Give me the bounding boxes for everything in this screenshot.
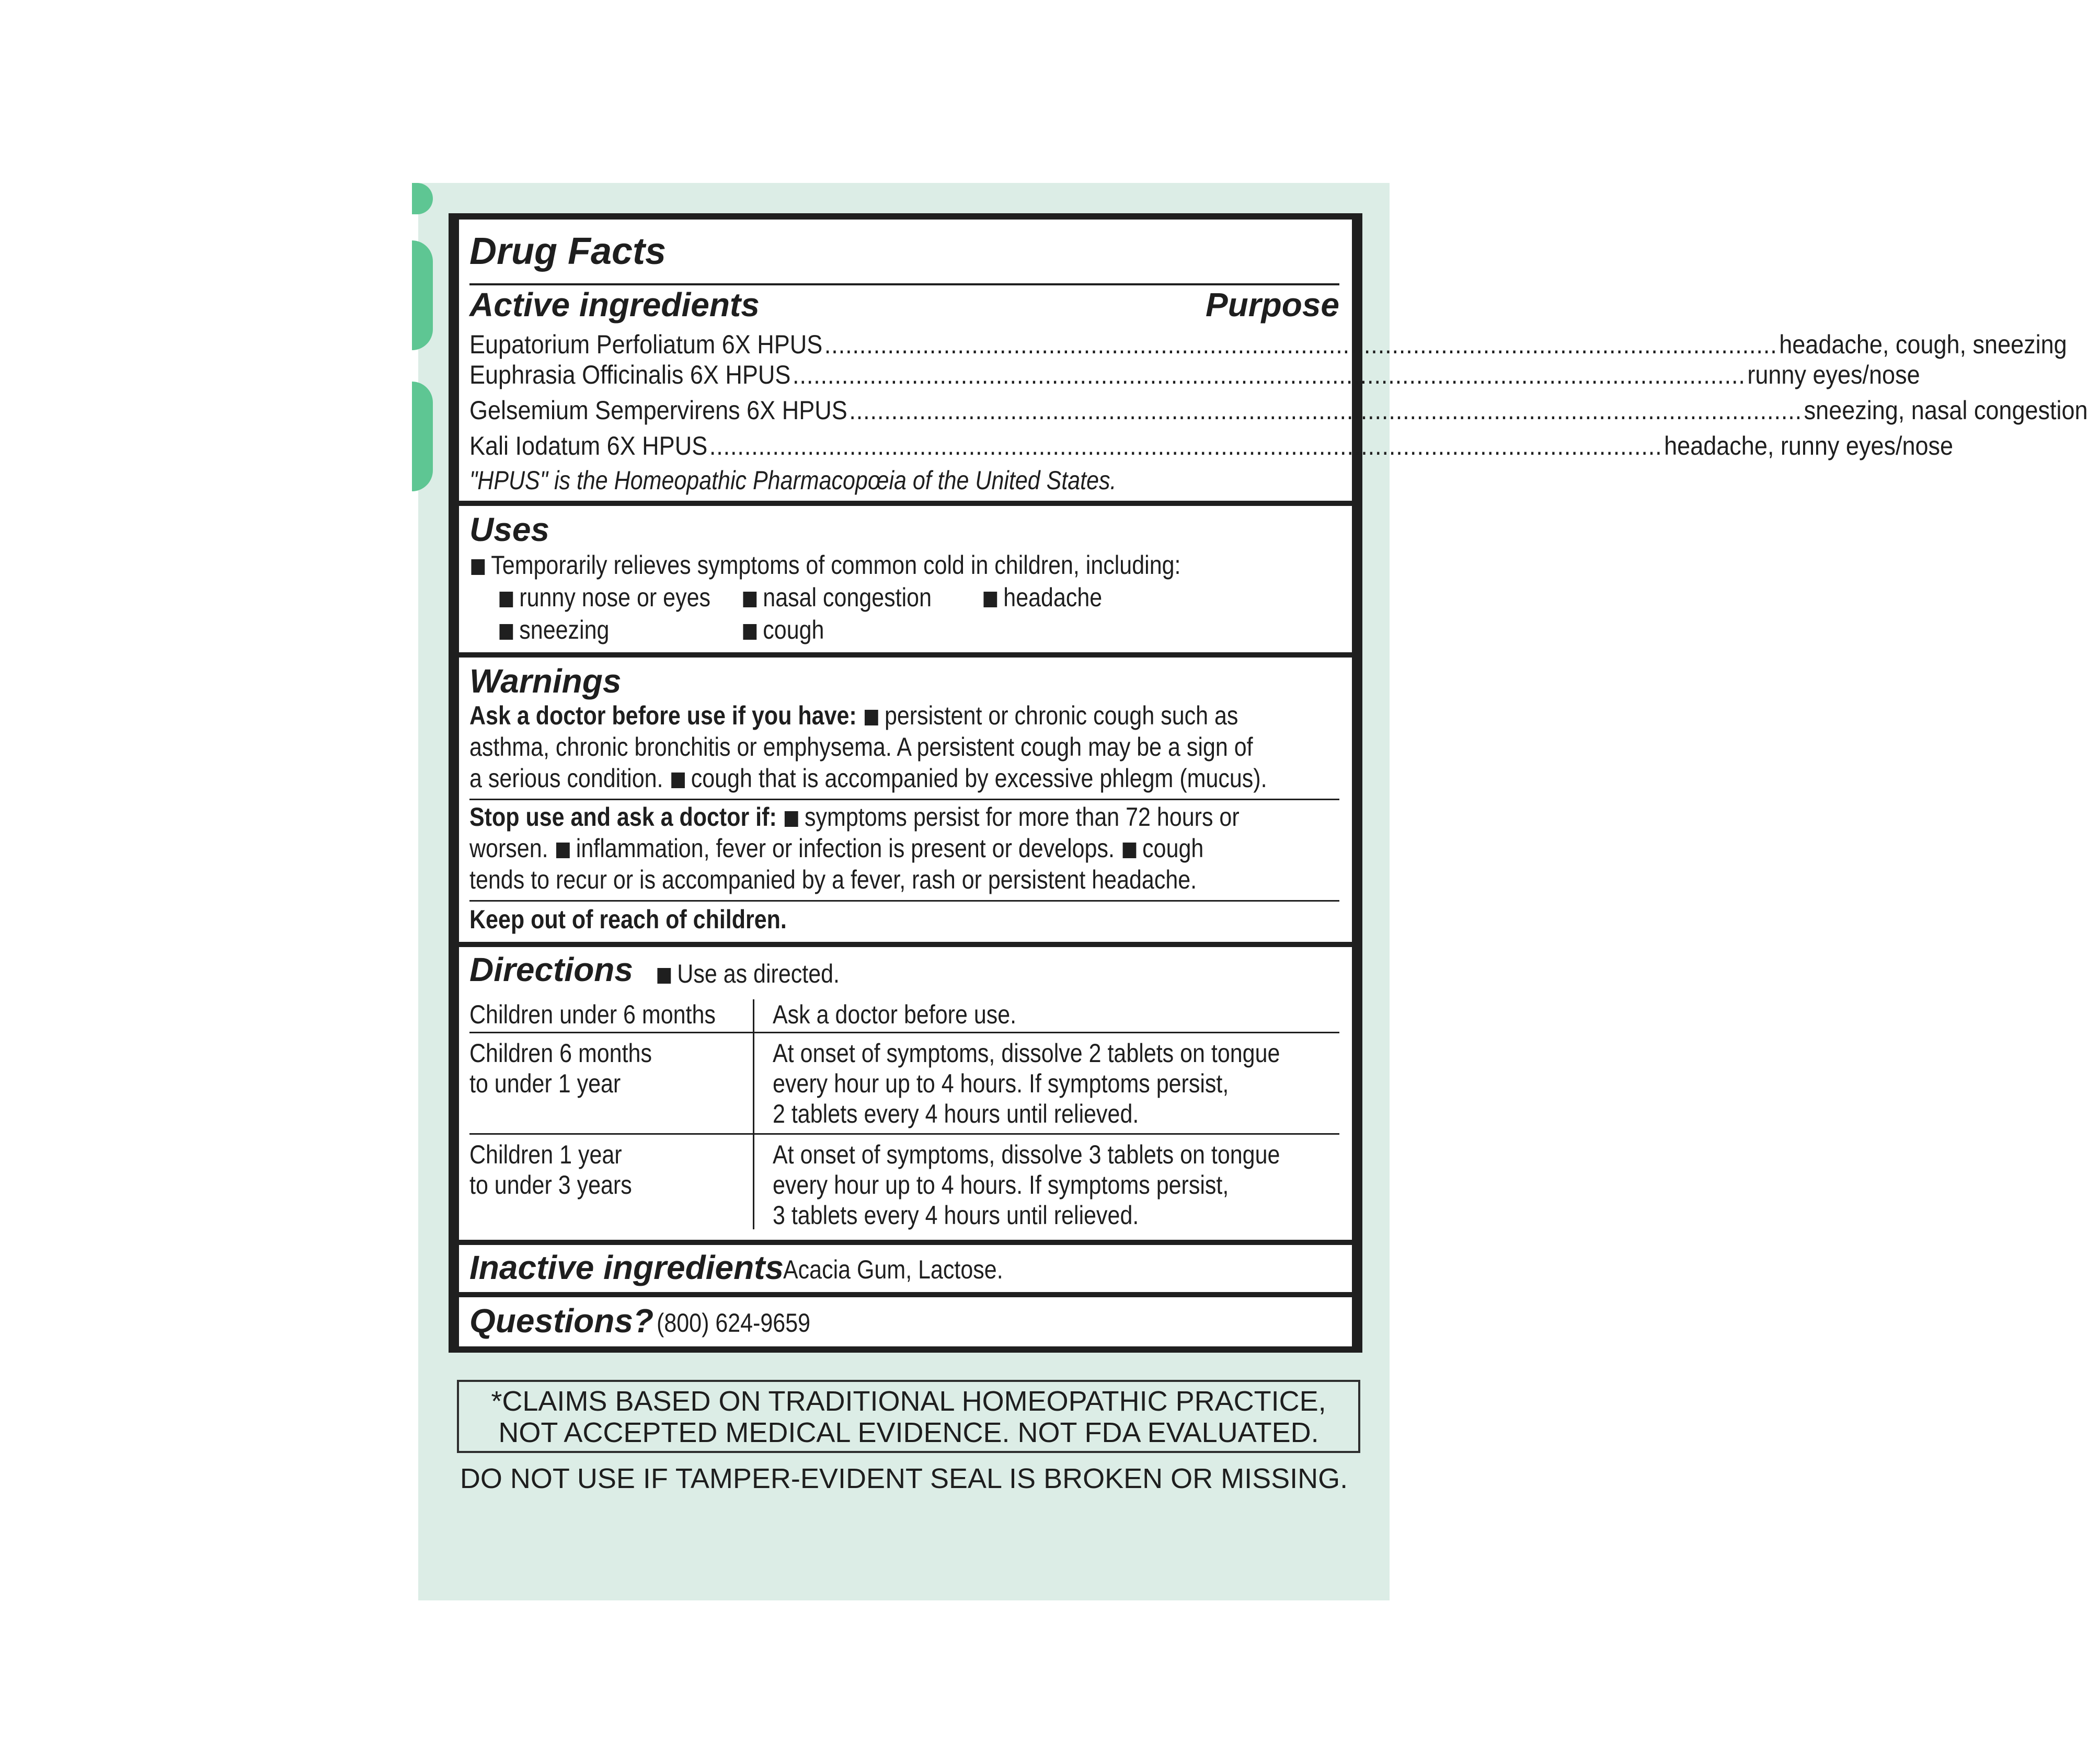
uses-heading: Uses [469,511,549,548]
tamper-seal-notice: DO NOT USE IF TAMPER-EVIDENT SEAL IS BROKEN OR MISSING. [460,1463,1348,1494]
uses-section [459,506,1352,652]
claims-line: NOT ACCEPTED MEDICAL EVIDENCE. NOT FDA EVALUATED. [498,1417,1319,1448]
ingredient-purpose: runny eyes/nose [1747,360,1920,389]
claims-line: *CLAIMS BASED ON TRADITIONAL HOMEOPATHIC PRACTICE, [491,1386,1326,1417]
dose-cell: 2 tablets every 4 hours until relieved. [773,1099,1139,1128]
inactive-ingredients-heading: Inactive ingredients [469,1249,784,1286]
divider [469,799,1339,800]
claims-disclaimer-box [457,1380,1360,1453]
ingredient-row [469,431,1954,462]
logo-fragment [412,382,433,491]
age-cell: Children under 6 months [469,1000,716,1029]
use-item: nasal congestion [741,582,932,613]
stop-use-line: worsen. inflammation, fever or infection is present or develops. cough [469,834,1204,863]
ingredient-name: Kali Iodatum 6X HPUS [469,431,708,460]
ingredient-row [469,395,2088,426]
bullet-icon [865,710,878,725]
dose-cell: 3 tablets every 4 hours until relieved. [773,1201,1139,1230]
bullet-icon [983,592,997,607]
ingredient-name: Gelsemium Sempervirens 6X HPUS [469,396,847,425]
dot-leader: ........................................................................................................................................ [849,396,1803,425]
use-item: runny nose or eyes [498,582,710,613]
bullet-icon [671,773,685,788]
bullet-icon [1122,843,1136,858]
purpose-heading: Purpose [1205,286,1339,324]
stop-use-line: Stop use and ask a doctor if: symptoms persist for more than 72 hours or [469,802,1240,832]
dot-leader: ........................................................................................................................................ [824,330,1777,359]
age-cell: to under 3 years [469,1170,632,1200]
stop-use-line: tends to recur or is accompanied by a fever, rash or persistent headache. [469,865,1197,894]
dot-leader: ........................................................................................................................................ [793,360,1746,389]
ask-doctor-line: Ask a doctor before use if you have: persistent or chronic cough such as [469,701,1238,730]
ingredient-purpose: sneezing, nasal congestion [1804,396,2088,425]
logo-fragment [412,240,433,350]
bullet-icon [499,592,513,607]
stop-use-label: Stop use and ask a doctor if: [469,802,777,832]
warnings-section [459,658,1352,942]
dose-cell: Ask a doctor before use. [773,1000,1017,1029]
ask-doctor-line: a serious condition. cough that is accompanied by excessive phlegm (mucus). [469,764,1267,793]
ingredient-row [469,360,1920,391]
use-item: sneezing [498,615,609,645]
dose-cell: At onset of symptoms, dissolve 3 tablets on tongue [773,1140,1280,1169]
use-item: headache [982,582,1102,613]
questions-heading: Questions? [469,1302,654,1340]
bullet-icon [785,811,798,827]
dose-cell: every hour up to 4 hours. If symptoms persist, [773,1069,1229,1098]
inactive-ingredients-text: Acacia Gum, Lactose. [783,1255,1003,1284]
ask-doctor-line: asthma, chronic bronchitis or emphysema. A persistent cough may be a sign of [469,732,1253,762]
age-cell: to under 1 year [469,1069,621,1098]
inactive-ingredients-section [459,1245,1352,1292]
dose-cell: every hour up to 4 hours. If symptoms persist, [773,1170,1229,1200]
dose-cell: At onset of symptoms, dissolve 2 tablets on tongue [773,1039,1280,1068]
ingredient-purpose: headache, runny eyes/nose [1664,431,1954,460]
ingredient-name: Euphrasia Officinalis 6X HPUS [469,360,791,389]
warnings-heading: Warnings [469,662,622,700]
dot-leader: ........................................................................................................................................ [709,431,1662,460]
questions-phone: (800) 624-9659 [657,1308,811,1338]
table-column-divider [753,999,754,1229]
bullet-icon [471,559,485,575]
divider [469,900,1339,902]
directions-intro: Use as directed. [656,959,840,989]
use-item: cough [741,615,824,645]
logo-fragment [412,183,433,214]
table-row-divider [469,1133,1339,1135]
table-row-divider [469,1032,1339,1033]
bullet-icon [657,968,671,984]
drug-facts-panel [449,213,2088,1353]
drug-facts-title: Drug Facts [469,230,667,272]
directions-heading: Directions [469,951,633,988]
active-ingredients-heading: Active ingredients [469,286,760,324]
age-cell: Children 6 months [469,1039,652,1068]
bullet-icon [743,592,756,607]
hpus-note: "HPUS" is the Homeopathic Pharmacopœia of the United States. [469,466,1117,495]
active-ingredients-section [459,220,2088,501]
bullet-icon [743,624,756,640]
uses-intro: Temporarily relieves symptoms of common cold in children, including: [469,550,1180,580]
ingredient-row [469,329,2067,361]
directions-section [459,947,1352,1240]
ask-doctor-label: Ask a doctor before use if you have: [469,701,857,730]
ingredient-purpose: headache, cough, sneezing [1779,330,2067,359]
questions-section [459,1297,1352,1346]
ingredient-name: Eupatorium Perfoliatum 6X HPUS [469,330,823,359]
bullet-icon [556,843,570,858]
keep-out-notice: Keep out of reach of children. [469,905,787,934]
age-cell: Children 1 year [469,1140,622,1169]
bullet-icon [499,624,513,640]
